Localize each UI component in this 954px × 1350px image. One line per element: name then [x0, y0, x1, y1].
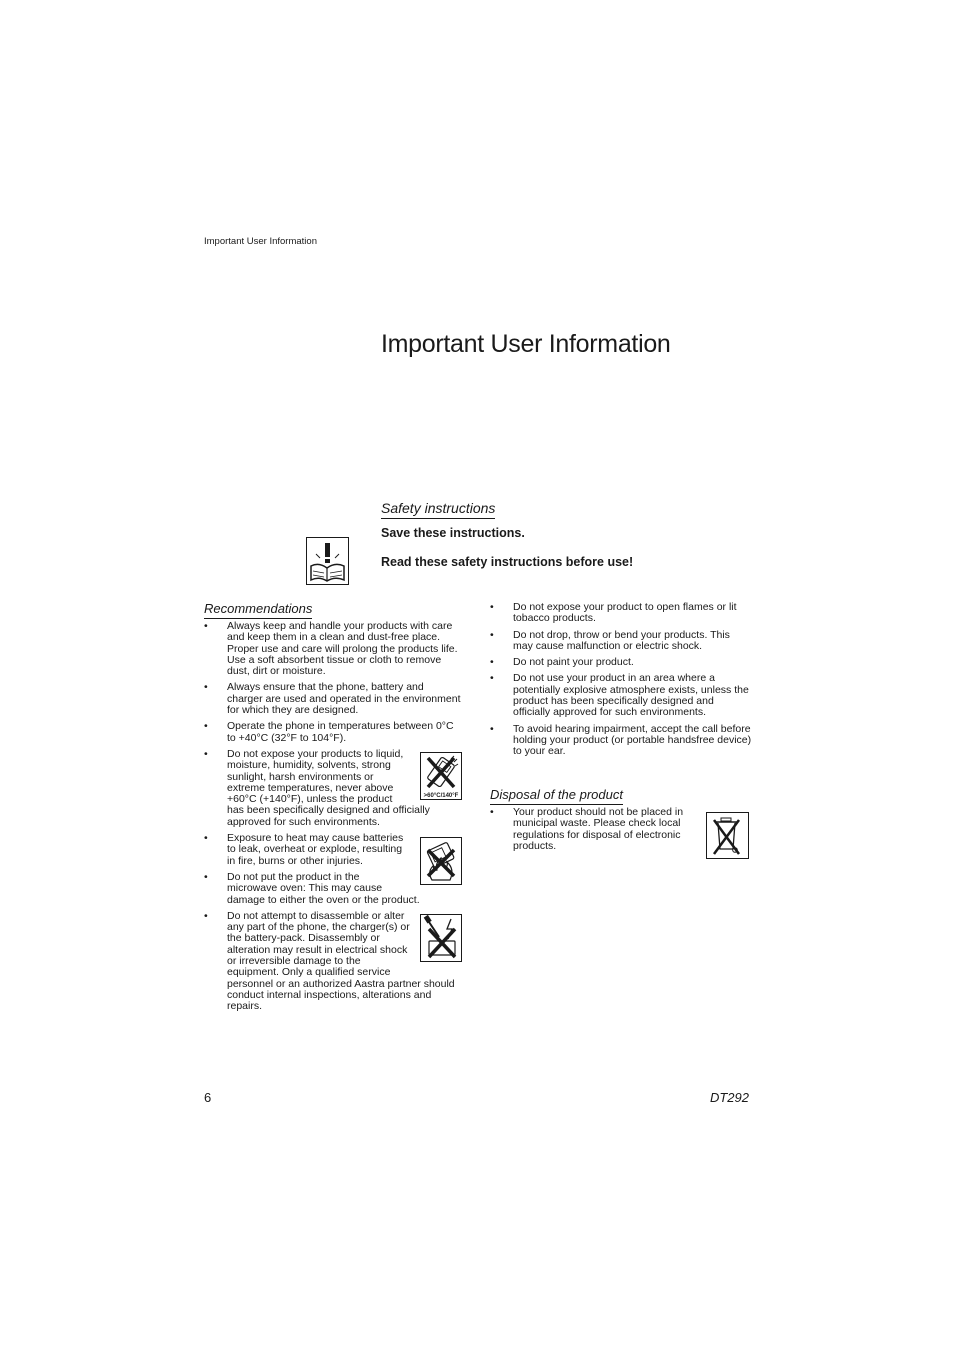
list-item-text: Do not put the product in the microwave oven: This may cause damage to either the oven or the product.: [227, 870, 420, 906]
list-item-text: Do not attempt to disassemble or alter any part of the phone, the charger(s) or the battery-pack. Disassembly or alteration may result in electrical shock or irreversible damage to the equipment. Only a qualified service personnel or an authorized Aastra partner should conduct internal inspections, alterations and repairs.: [227, 909, 455, 1013]
right-safety-list: [490, 602, 752, 763]
safety-section: [381, 500, 495, 519]
recommendations-heading: Recommendations: [204, 601, 312, 619]
list-item: • Do not drop, throw or bend your products. This may cause malfunction or electric shock.: [490, 630, 752, 653]
list-item: • To avoid hearing impairment, accept the call before holding your product (or portable handsfree device) to your ear.: [490, 724, 752, 758]
save-instructions-line: Save these instructions.: [381, 526, 525, 540]
temperature-icon-label: >60°C/140°F: [423, 793, 459, 799]
no-extreme-temperature-icon: [420, 752, 462, 800]
safety-heading: Safety instructions: [381, 500, 495, 519]
list-item: • Do not paint your product.: [490, 657, 752, 668]
no-disassembly-icon: [420, 914, 462, 962]
list-item: • Do not expose your product to open flames or lit tobacco products.: [490, 602, 752, 625]
disposal-heading: Disposal of the product: [490, 787, 623, 805]
list-item: • Always ensure that the phone, battery and charger are used and operated in the environment for which they are designed.: [204, 682, 462, 716]
list-item-text: Exposure to heat may cause batteries to leak, overheat or explode, resulting in fire, burns or other injuries.: [227, 832, 404, 867]
list-item: • Your product should not be placed in municipal waste. Please check local regulations for disposal of electronic products.: [490, 807, 695, 852]
list-item: • Always keep and handle your products with care and keep them in a clean and dust-free place. Proper use and care will prolong the products life. Use a soft absorbent tissue or cloth to remove dust, dirt or moisture.: [204, 621, 462, 677]
list-item-text: Do not expose your products to liquid, moisture, humidity, solvents, strong sunlight, harsh environments or extreme temperatures, never above +60°C (+140°F), unless the product has been specifically designed and officially approved for such environments.: [227, 747, 430, 828]
list-item: • Operate the phone in temperatures between 0°C to +40°C (32°F to 104°F).: [204, 721, 462, 744]
read-manual-warning-icon: [306, 537, 349, 585]
disposal-list: [490, 807, 695, 857]
crossed-bin-icon: [706, 812, 749, 859]
recommendations-section: [204, 600, 312, 619]
page-title: Important User Information: [381, 330, 671, 358]
model-name: DT292: [709, 1090, 749, 1105]
list-item: • Do not use your product in an area where a potentially explosive atmosphere exists, unless the product has been specifically designed and officially approved for such environments.: [490, 673, 752, 718]
no-fire-icon: [420, 837, 462, 885]
running-header: Important User Information: [204, 236, 317, 247]
page-number: 6: [204, 1090, 212, 1105]
read-instructions-line: Read these safety instructions before use!: [381, 555, 634, 569]
disposal-section: [490, 786, 623, 805]
